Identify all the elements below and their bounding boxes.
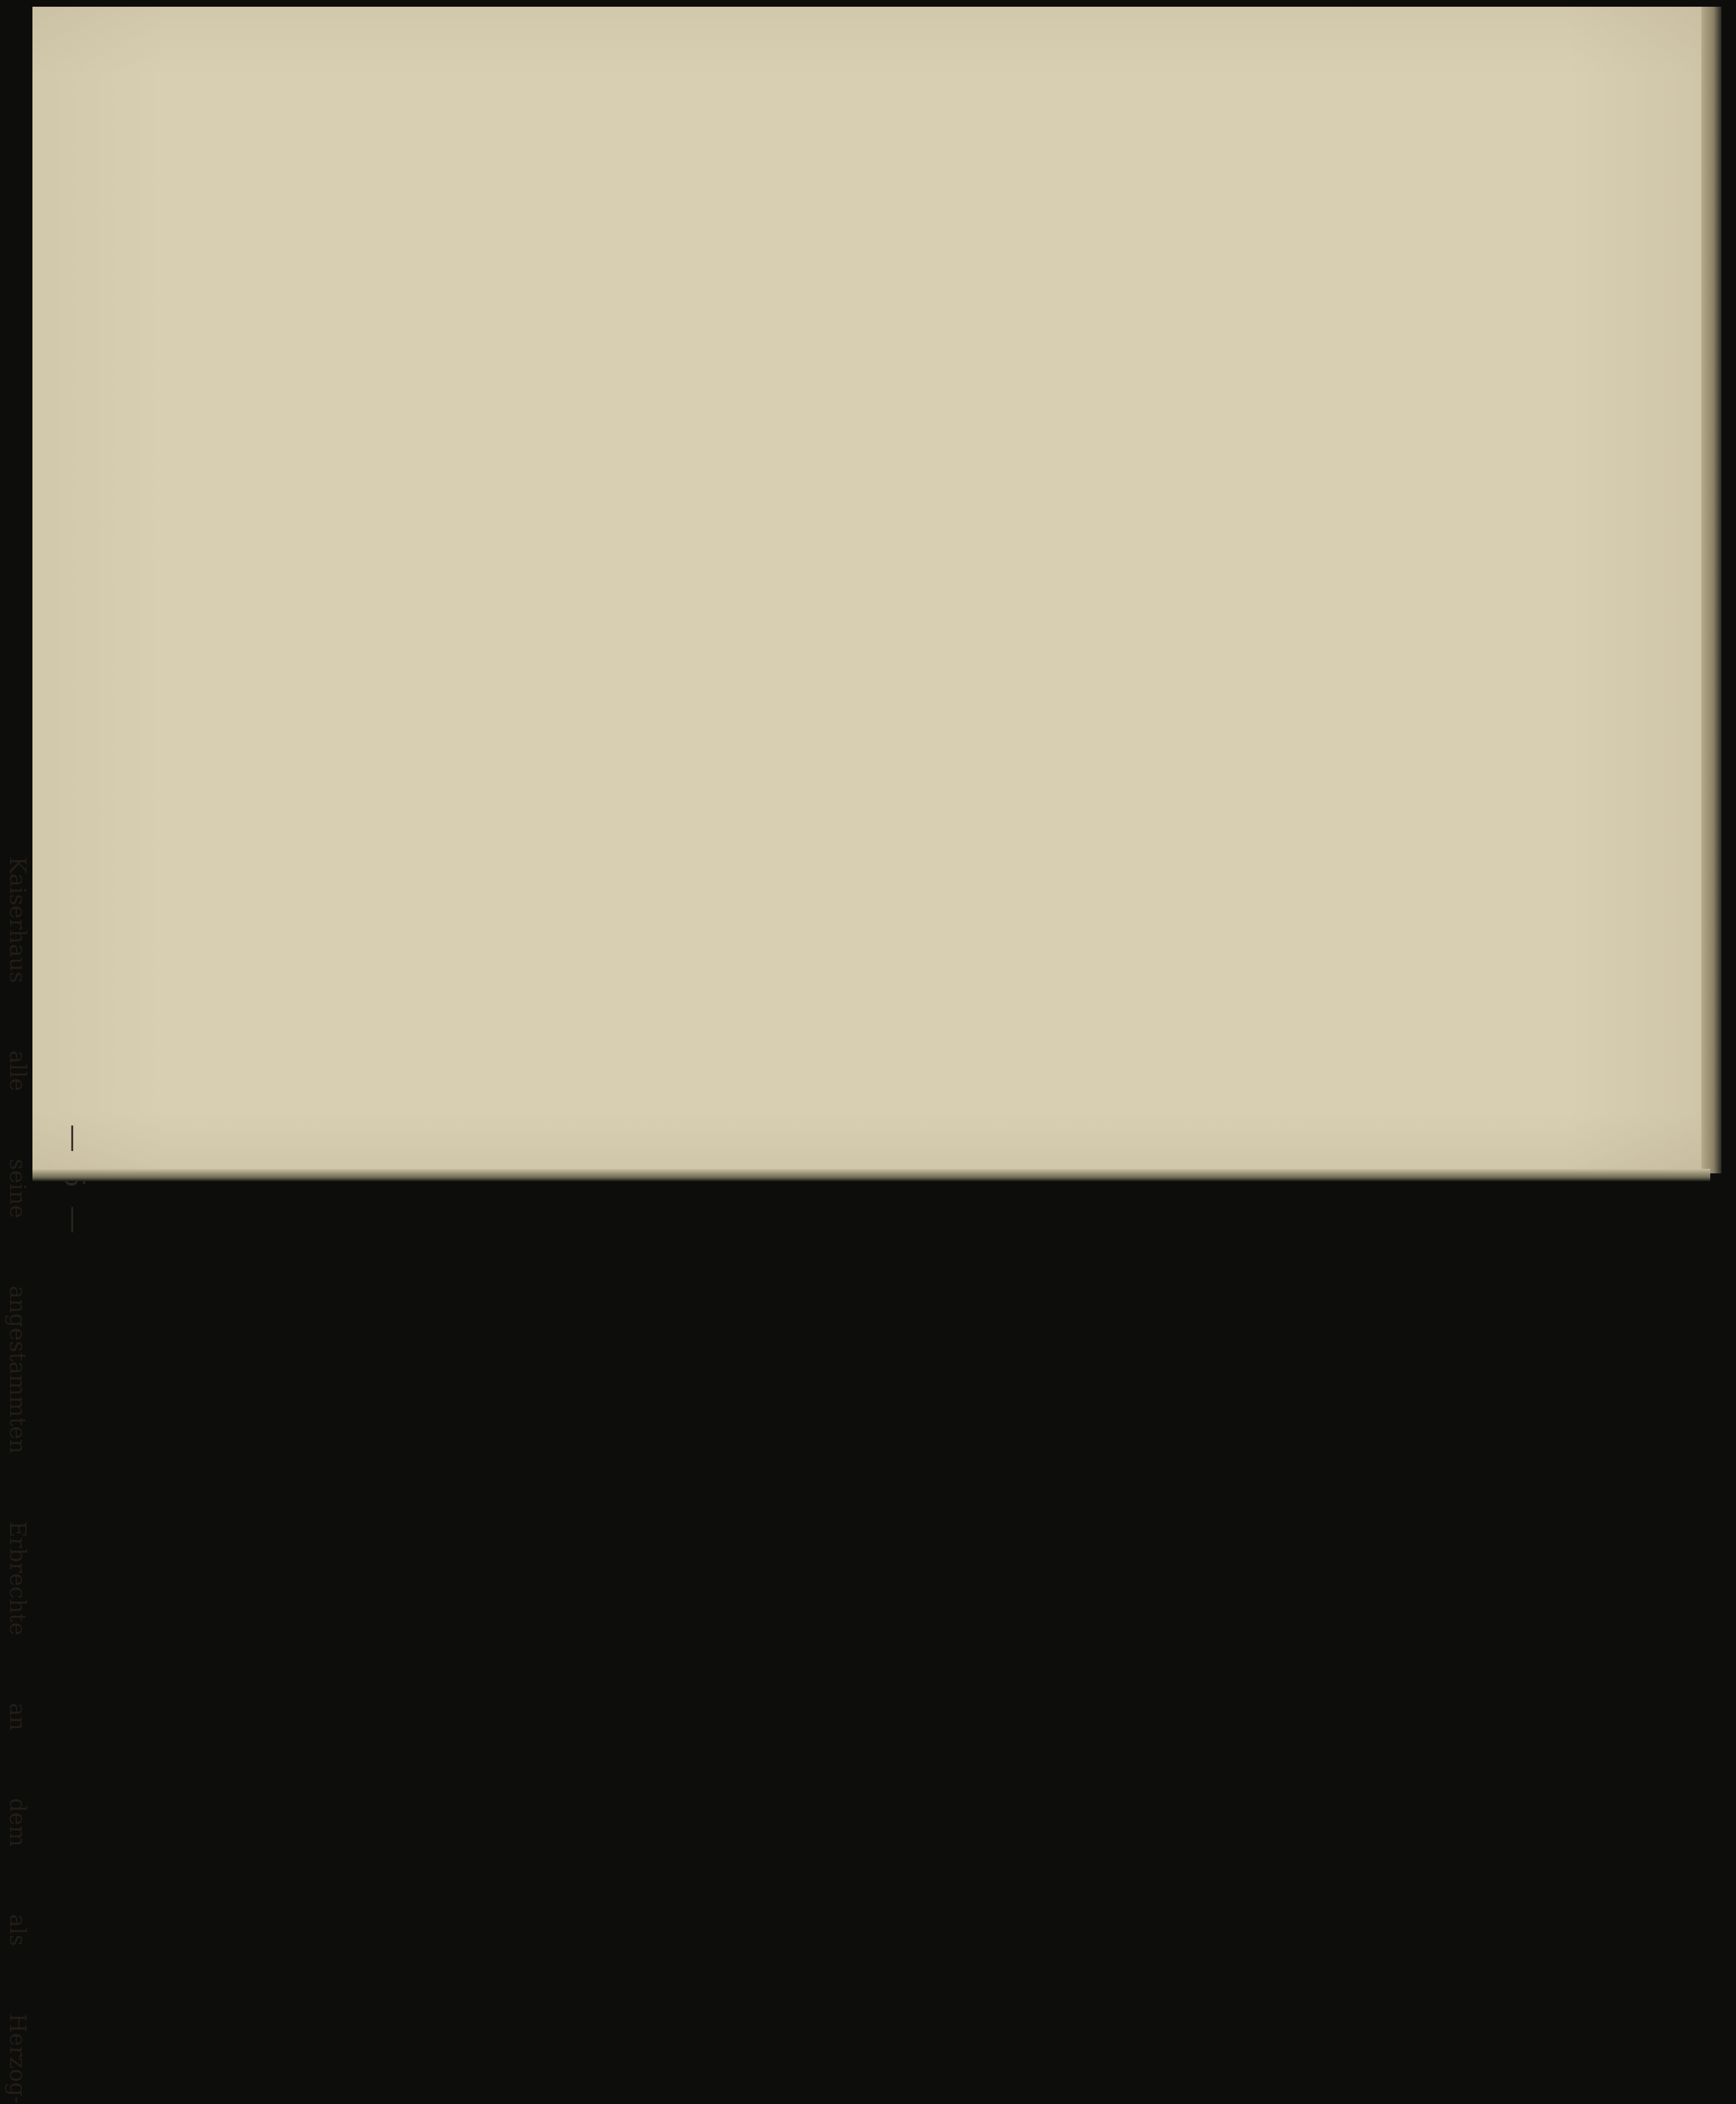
rotated-text-block: [0, 594, 100, 2104]
page-number-header: [58, 594, 91, 1768]
text-line: Kaiserhaus alle seine angestammten Erbrechte an dem als Herzog-: [4, 857, 30, 2104]
book-page: [4, 7, 1701, 2104]
page-edge-bottom: [32, 1169, 1710, 1181]
page-edge-right: [1701, 7, 1721, 1173]
body-text: [0, 857, 32, 2104]
